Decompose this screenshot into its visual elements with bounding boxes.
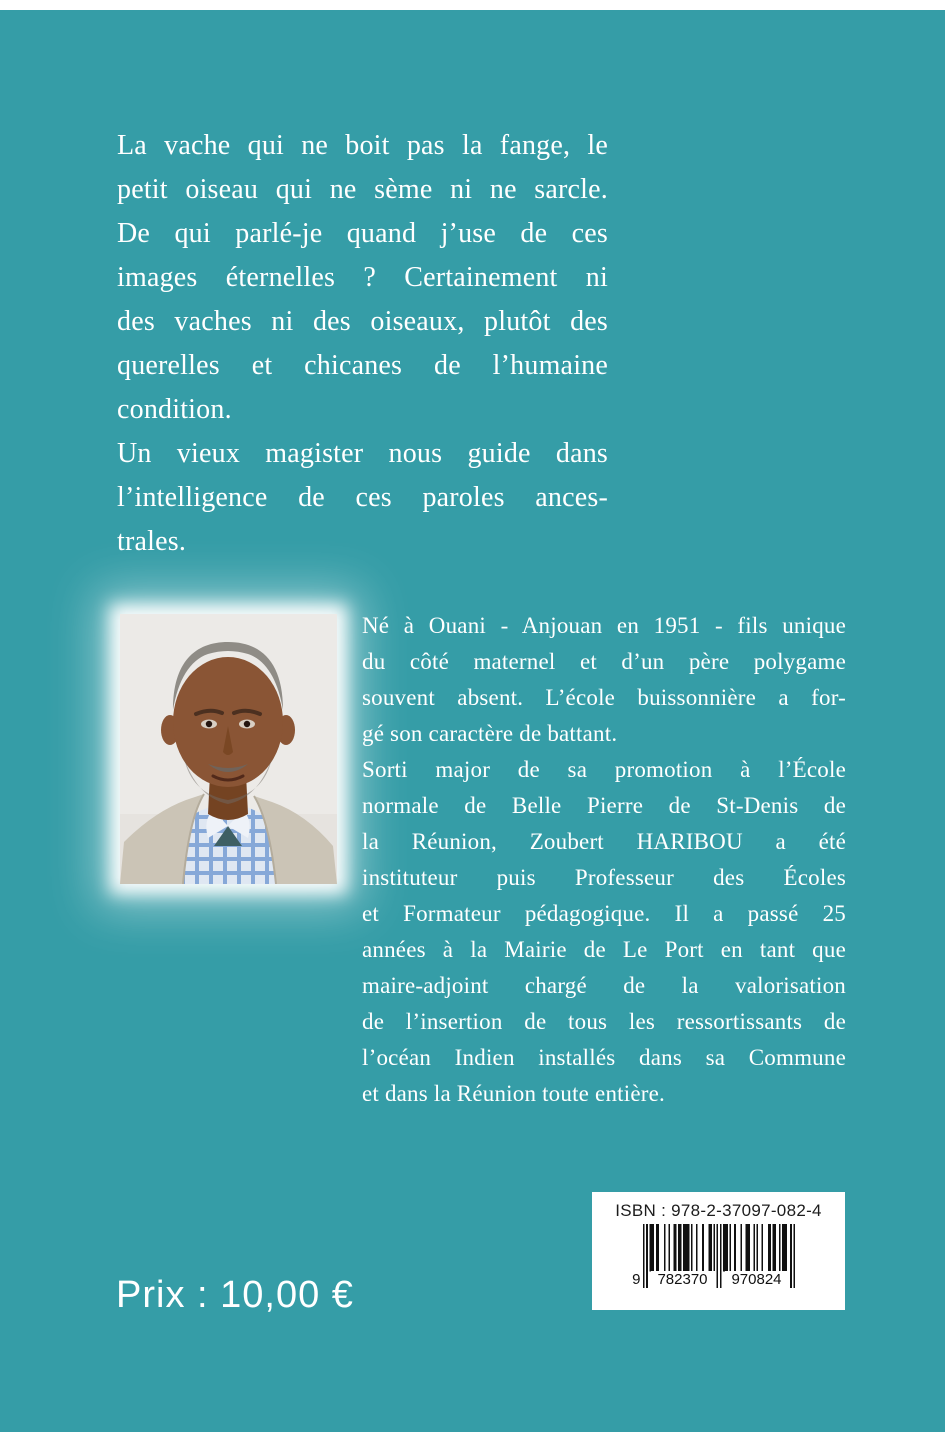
text-line: et Formateur pédagogique. Il a passé 25 — [362, 901, 846, 926]
bio-paragraph-2 — [362, 752, 846, 1112]
text-line: instituteur puis Professeur des Écoles — [362, 865, 846, 890]
text-line: l’intelligence de ces paroles ances- — [117, 482, 608, 513]
text-line: condition. — [117, 394, 232, 425]
text-line: petit oiseau qui ne sème ni ne sarcle. — [117, 174, 608, 205]
barcode-digit-lead: 9 — [627, 1271, 641, 1288]
text-line: La vache qui ne boit pas la fange, le — [117, 130, 608, 161]
price-label: Prix : 10,00 € — [116, 1274, 354, 1316]
isbn-label: ISBN : 978-2-37097-082-4 — [615, 1201, 822, 1220]
bio-paragraph-1 — [362, 608, 846, 752]
author-photo-image — [120, 614, 337, 884]
text-line: Un vieux magister nous guide dans — [117, 438, 608, 469]
author-bio — [362, 608, 846, 1112]
back-cover-blurb — [117, 124, 608, 564]
text-line: Sorti major de sa promotion à l’École — [362, 757, 846, 782]
text-line: images éternelles ? Certainement ni — [117, 262, 608, 293]
blurb-paragraph-1 — [117, 124, 608, 432]
text-line: querelles et chicanes de l’humaine — [117, 350, 608, 381]
text-line: De qui parlé-je quand j’use de ces — [117, 218, 608, 249]
barcode-digits-right: 970824 — [725, 1271, 789, 1288]
text-line: de l’insertion de tous les ressortissants de — [362, 1009, 846, 1034]
barcode-panel — [592, 1192, 845, 1310]
text-line: trales. — [117, 526, 187, 557]
text-line: la Réunion, Zoubert HARIBOU a été — [362, 829, 846, 854]
text-line: maire-adjoint chargé de la valorisation — [362, 973, 846, 998]
text-line: des vaches ni des oiseaux, plutôt des — [117, 306, 608, 337]
author-photo — [120, 614, 337, 884]
text-line: normale de Belle Pierre de St-Denis de — [362, 793, 846, 818]
text-line: et dans la Réunion toute entière. — [362, 1081, 665, 1106]
top-white-strip — [0, 0, 945, 10]
blurb-paragraph-2 — [117, 432, 608, 564]
text-line: du côté maternel et d’un père polygame — [362, 649, 846, 674]
text-line: gé son caractère de battant. — [362, 721, 618, 746]
text-line: années à la Mairie de Le Port en tant que — [362, 937, 846, 962]
text-line: souvent absent. L’école buissonnière a for- — [362, 685, 846, 710]
barcode — [632, 1224, 795, 1288]
text-line: Né à Ouani - Anjouan en 1951 - fils unique — [362, 613, 846, 638]
text-line: l’océan Indien installés dans sa Commune — [362, 1045, 846, 1070]
barcode-digits-left: 782370 — [651, 1271, 715, 1288]
